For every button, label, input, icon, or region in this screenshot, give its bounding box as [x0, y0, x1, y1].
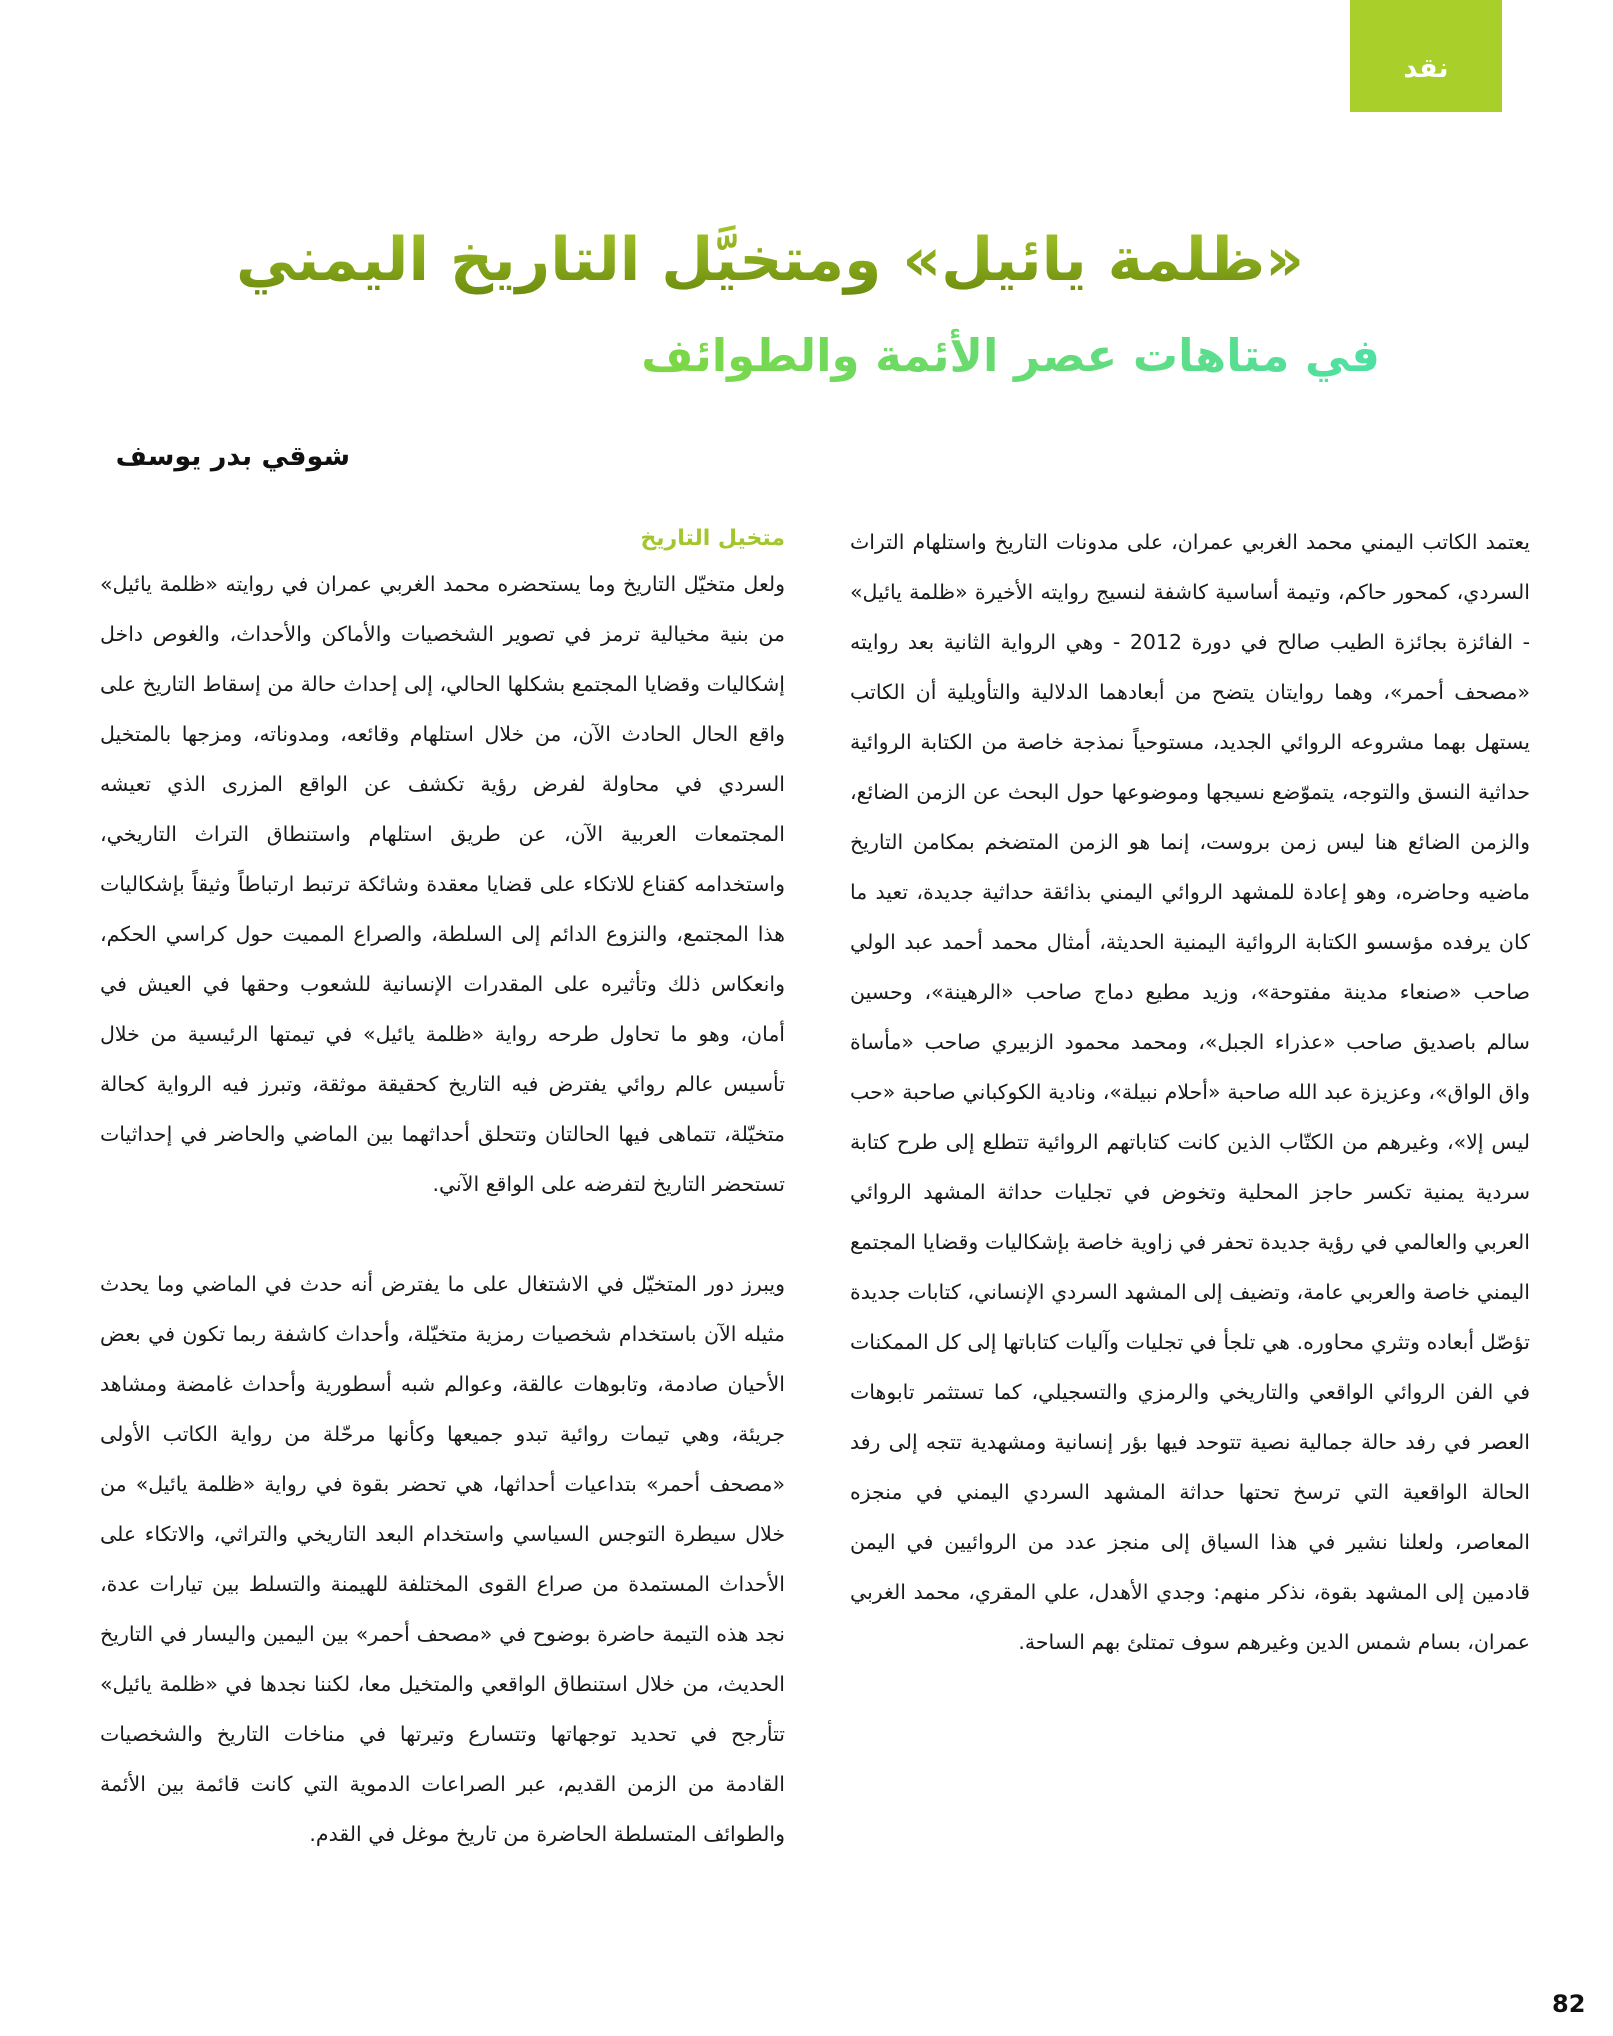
article-column-left — [100, 519, 785, 1859]
section-tab-label: نقد — [1403, 52, 1449, 84]
article-title: «ظلمة يائيل» ومتخيَّل التاريخ اليمني — [150, 222, 1390, 298]
author-name: شوقي بدر يوسف — [115, 441, 350, 472]
page-number: 82 — [1552, 1990, 1586, 2018]
article-subtitle: في متاهات عصر الأئمة والطوائف — [420, 326, 1380, 386]
section-tab — [1350, 0, 1502, 112]
article-paragraph: ويبرز دور المتخيّل في الاشتغال على ما يفترض أنه حدث في الماضي وما يحدث مثيله الآن باستخدام شخصيات رمزية متخيّلة، وأحداث كاشفة ربما تكون في بعض الأحيان صادمة، وتابوهات عالقة، وعوالم شبه أسطورية وأحداث غامضة ومشاهد جريئة، وهي تيمات روائية تبدو جميعها وكأنها مرحّلة من رواية الكاتب الأولى «مصحف أحمر» بتداعيات أحداثها، هي تحضر بقوة في رواية «ظلمة يائيل» من خلال سيطرة التوجس السياسي واستخدام البعد التاريخي والتراثي، والاتكاء على الأحداث المستمدة من صراع القوى المختلفة للهيمنة والتسلط بين تيارات عدة، نجد هذه التيمة حاضرة بوضوح في «مصحف أحمر» بين اليمين واليسار في التاريخ الحديث، من خلال استنطاق الواقعي والمتخيل معا، لكننا نجدها في «ظلمة يائيل» تتأرجح في تحديد توجهاتها وتتسارع وتيرتها في مناخات التاريخ والشخصيات القادمة من الزمن القديم، عبر الصراعات الدموية التي كانت قائمة بين الأئمة والطوائف المتسلطة الحاضرة من تاريخ موغل في القدم. — [100, 1272, 785, 1846]
article-paragraph: يعتمد الكاتب اليمني محمد الغربي عمران، على مدونات التاريخ واستلهام التراث السردي، كمحور حاكم، وتيمة أساسية كاشفة لنسيج روايته الأخيرة «ظلمة يائيل» - الفائزة بجائزة الطيب صالح في دورة 2012 - وهي الرواية الثانية بعد روايته «مصحف أحمر»، وهما روايتان يتضح من أبعادهما الدلالية والتأويلية أن الكاتب يستهل بهما مشروعه الروائي الجديد، مستوحياً نمذجة خاصة من الكتابة الروائية حداثية النسق والتوجه، يتموّضع نسيجها وموضوعها حول البحث عن الزمن الضائع، والزمن الضائع هنا ليس زمن بروست، إنما هو الزمن المتضخم بمكامن التاريخ ماضيه وحاضره، وهو إعادة للمشهد الروائي اليمني بذائقة حداثية جديدة، تعيد ما كان يرفده مؤسسو الكتابة الروائية اليمنية الحديثة، أمثال محمد أحمد عبد الولي صاحب «صنعاء مدينة مفتوحة»، وزيد مطيع دماج صاحب «الرهينة»، وحسين سالم باصديق صاحب «عذراء الجبل»، ومحمد محمود الزبيري صاحب «مأساة واق الواق»، وعزيزة عبد الله صاحبة «أحلام نبيلة»، ونادية الكوكباني صاحبة «حب ليس إلا»، وغيرهم من الكتّاب الذين كانت كتاباتهم الروائية تتطلع إلى طرح كتابة سردية يمنية تكسر حاجز المحلية وتخوض في تجليات حداثة المشهد الروائي العربي والعالمي في رؤية جديدة تحفر في زاوية خاصة بإشكاليات وقضايا المجتمع اليمني خاصة والعربي عامة، وتضيف إلى المشهد السردي الإنساني، كتابات جديدة تؤصّل أبعاده وتثري محاوره. هي تلجأ في تجليات وآليات كتاباتها إلى كل الممكنات في الفن الروائي الواقعي والتاريخي والرمزي والتسجيلي، كما تستثمر تابوهات العصر في رفد حالة جمالية نصية تتوحد فيها بؤر إنسانية ومشهدية تتجه إلى رفد الحالة الواقعية التي ترسخ تحتها حداثة المشهد السردي اليمني في منجزه المعاصر، ولعلنا نشير في هذا السياق إلى منجز عدد من الروائيين في اليمن قادمين إلى المشهد بقوة، نذكر منهم: وجدي الأهدل، علي المقري، محمد الغربي عمران، بسام شمس الدين وغيرهم سوف تمتلئ بهم الساحة. — [850, 530, 1530, 1654]
article-paragraph: ولعل متخيّل التاريخ وما يستحضره محمد الغربي عمران في روايته «ظلمة يائيل» من بنية مخيالية ترمز في تصوير الشخصيات والأماكن والأحداث، والغوص داخل إشكاليات وقضايا المجتمع بشكلها الحالي، إلى إحداث حالة من إسقاط التاريخ على واقع الحال الحادث الآن، من خلال استلهام وقائعه، ومدوناته، ومزجها بالمتخيل السردي في محاولة لفرض رؤية تكشف عن الواقع المزرى الذي تعيشه المجتمعات العربية الآن، عن طريق استلهام واستنطاق التراث التاريخي، واستخدامه كقناع للاتكاء على قضايا معقدة وشائكة ترتبط ارتباطاً وثيقاً بإشكاليات هذا المجتمع، والنزوع الدائم إلى السلطة، والصراع المميت حول كراسي الحكم، وانعكاس ذلك وتأثيره على المقدرات الإنسانية للشعوب وحقها في العيش في أمان، وهو ما تحاول طرحه رواية «ظلمة يائيل» في تيمتها الرئيسية من خلال تأسيس عالم روائي يفترض فيه التاريخ كحقيقة موثقة، وتبرز فيه الرواية كحالة متخيّلة، تتماهى فيها الحالتان وتتحلق أحداثهما بين الماضي والحاضر في إحداثيات تستحضر التاريخ لتفرضه على الواقع الآني. — [100, 572, 785, 1196]
paragraph-spacer — [100, 1209, 785, 1259]
article-column-right — [850, 517, 1530, 1667]
section-heading: متخيل التاريخ — [640, 526, 785, 551]
